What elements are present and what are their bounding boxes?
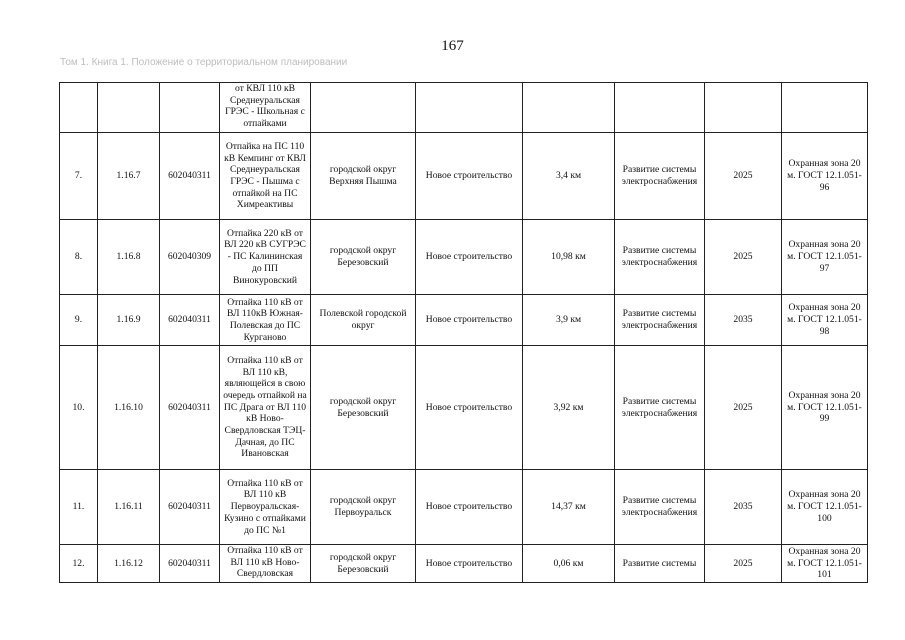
location-cell: городской округ Березовский [311, 545, 416, 583]
code-cell: 1.16.12 [98, 545, 160, 583]
table-row [60, 346, 868, 470]
length-cell: 3,4 км [523, 133, 615, 220]
purpose-cell: Развитие системы электроснабжения [615, 295, 705, 346]
year-cell: 2025 [705, 545, 782, 583]
num-cell: 12. [60, 545, 98, 583]
class-code-cell: 602040311 [160, 346, 220, 470]
zone-cell [782, 83, 868, 133]
year-cell: 2025 [705, 133, 782, 220]
length-cell: 3,9 км [523, 295, 615, 346]
class-code-cell: 602040311 [160, 133, 220, 220]
num-cell: 7. [60, 133, 98, 220]
description-cell: Отпайка 110 кВ от ВЛ 110кВ Южная-Полевская до ПС Курганово [220, 295, 311, 346]
type-cell: Новое строительство [416, 346, 523, 470]
zone-cell: Охранная зона 20 м. ГОСТ 12.1.051-99 [782, 346, 868, 470]
year-cell: 2035 [705, 295, 782, 346]
type-cell: Новое строительство [416, 220, 523, 295]
zone-cell: Охранная зона 20 м. ГОСТ 12.1.051-98 [782, 295, 868, 346]
code-cell: 1.16.9 [98, 295, 160, 346]
class-code-cell: 602040311 [160, 295, 220, 346]
type-cell: Новое строительство [416, 133, 523, 220]
purpose-cell: Развитие системы электроснабжения [615, 133, 705, 220]
location-cell: городской округ Березовский [311, 220, 416, 295]
zone-cell: Охранная зона 20 м. ГОСТ 12.1.051-96 [782, 133, 868, 220]
num-cell: 11. [60, 470, 98, 545]
table-row [60, 83, 868, 133]
location-cell [311, 83, 416, 133]
description-cell: Отпайка 110 кВ от ВЛ 110 кВ Первоуральская-Кузино с отпайками до ПС №1 [220, 470, 311, 545]
objects-table [59, 82, 868, 583]
purpose-cell: Развитие системы электроснабжения [615, 470, 705, 545]
year-cell: 2035 [705, 470, 782, 545]
description-cell: Отпайка 110 кВ от ВЛ 110 кВ Ново-Свердловская [220, 545, 311, 583]
length-cell: 0,06 км [523, 545, 615, 583]
num-cell: 10. [60, 346, 98, 470]
purpose-cell [615, 83, 705, 133]
location-cell: городской округ Верхняя Пышма [311, 133, 416, 220]
table-row [60, 220, 868, 295]
table-row [60, 133, 868, 220]
code-cell [98, 83, 160, 133]
class-code-cell: 602040311 [160, 545, 220, 583]
code-cell: 1.16.10 [98, 346, 160, 470]
description-cell: Отпайка 220 кВ от ВЛ 220 кВ СУГРЭС - ПС Калининская до ПП Винокуровский [220, 220, 311, 295]
page-number: 167 [441, 38, 464, 54]
table-row [60, 545, 868, 583]
table-row [60, 470, 868, 545]
type-cell: Новое строительство [416, 545, 523, 583]
table-row [60, 295, 868, 346]
length-cell [523, 83, 615, 133]
class-code-cell: 602040311 [160, 470, 220, 545]
type-cell [416, 83, 523, 133]
class-code-cell: 602040309 [160, 220, 220, 295]
class-code-cell [160, 83, 220, 133]
description-cell: Отпайка 110 кВ от ВЛ 110 кВ, являющейся в свою очередь отпайкой на ПС Драга от ВЛ 110 кВ Ново-Свердловская ТЭЦ-Дачная, до ПС Ивановская [220, 346, 311, 470]
num-cell: 9. [60, 295, 98, 346]
document-header: Том 1. Книга 1. Положение о территориальном планировании [60, 57, 348, 68]
location-cell: городской округ Березовский [311, 346, 416, 470]
num-cell [60, 83, 98, 133]
purpose-cell: Развитие системы [615, 545, 705, 583]
purpose-cell: Развитие системы электроснабжения [615, 220, 705, 295]
length-cell: 10,98 км [523, 220, 615, 295]
description-cell: Отпайка на ПС 110 кВ Кемпинг от КВЛ Среднеуральская ГРЭС - Пышма с отпайкой на ПС Химреактивы [220, 133, 311, 220]
zone-cell: Охранная зона 20 м. ГОСТ 12.1.051-100 [782, 470, 868, 545]
length-cell: 3,92 км [523, 346, 615, 470]
description-cell: от КВЛ 110 кВ Среднеуральская ГРЭС - Школьная с отпайками [220, 83, 311, 133]
length-cell: 14,37 км [523, 470, 615, 545]
zone-cell: Охранная зона 20 м. ГОСТ 12.1.051-97 [782, 220, 868, 295]
location-cell: Полевской городской округ [311, 295, 416, 346]
year-cell [705, 83, 782, 133]
year-cell: 2025 [705, 346, 782, 470]
location-cell: городской округ Первоуральск [311, 470, 416, 545]
num-cell: 8. [60, 220, 98, 295]
code-cell: 1.16.11 [98, 470, 160, 545]
purpose-cell: Развитие системы электроснабжения [615, 346, 705, 470]
year-cell: 2025 [705, 220, 782, 295]
code-cell: 1.16.8 [98, 220, 160, 295]
code-cell: 1.16.7 [98, 133, 160, 220]
zone-cell: Охранная зона 20 м. ГОСТ 12.1.051-101 [782, 545, 868, 583]
type-cell: Новое строительство [416, 470, 523, 545]
type-cell: Новое строительство [416, 295, 523, 346]
